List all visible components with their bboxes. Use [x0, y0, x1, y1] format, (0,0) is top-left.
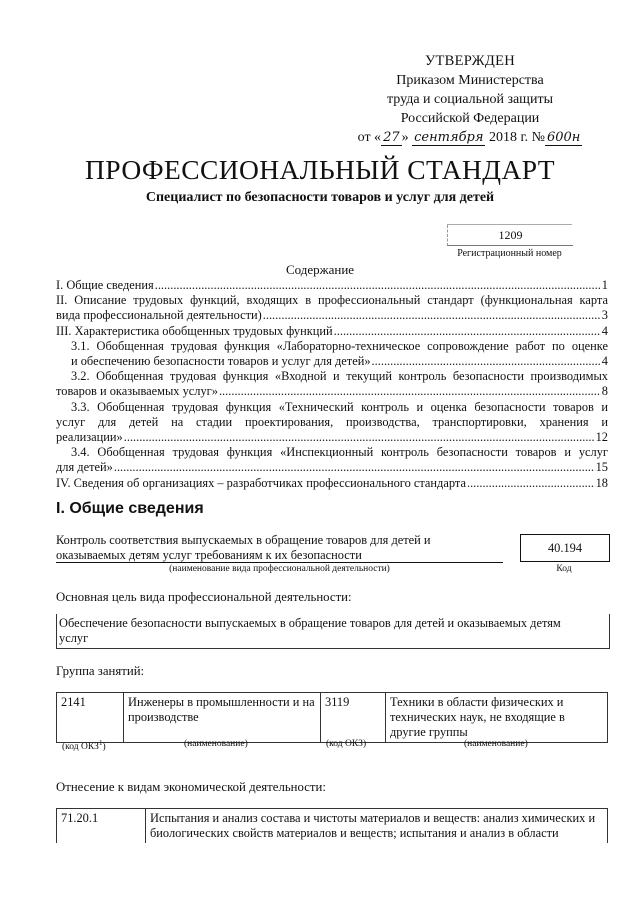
- activity-name: [56, 533, 456, 563]
- toc-entry-ii-line1[interactable]: II. Описание трудовых функций, входящих в профессиональный стандарт (функциональная карта: [56, 293, 608, 308]
- approval-title: УТВЕРЖДЕН: [424, 53, 516, 69]
- toc-leader: [263, 308, 601, 323]
- approval-line-2: труда и социальной защиты: [387, 92, 553, 107]
- toc-entry-3-1-line1[interactable]: 3.1. Обобщенная трудовая функция «Лабораторно-техническое сопровождение работ по оценке: [71, 338, 608, 353]
- registration-number-box: 1209: [447, 225, 573, 246]
- toc-leader: [334, 324, 601, 339]
- caption-text: (код ОКЗ: [62, 742, 99, 753]
- toc-entry-iii[interactable]: [56, 324, 608, 339]
- toc-entry-i[interactable]: [56, 278, 608, 293]
- toc-entry-text: и обеспечению безопасности товаров и услуг для детей»: [71, 354, 371, 369]
- toc-entry-text: III. Характеристика обобщенных трудовых функций: [56, 323, 333, 338]
- order-date-line: [340, 128, 600, 147]
- goal-line-2: услуг: [59, 631, 89, 645]
- approval-line-1: Приказом Министерства: [396, 73, 544, 88]
- toc-entry-text: вида профессиональной деятельности): [56, 308, 262, 323]
- toc-page: 12: [595, 430, 608, 445]
- standard-subtitle: Специалист по безопасности товаров и услуг для детей: [145, 190, 495, 205]
- handwritten-day: 27: [383, 130, 400, 145]
- toc-leader: [219, 384, 601, 399]
- toc-entry-text: IV. Сведения об организациях – разработчиках профессионального стандарта: [56, 475, 466, 490]
- goal-line-1: Обеспечение безопасности выпускаемых в обращение товаров для детей и оказываемых детям: [59, 616, 561, 630]
- activity-line-2: оказываемых детям услуг требованиям к их безопасности: [56, 548, 362, 562]
- handwritten-month: сентября: [414, 130, 484, 145]
- quote-close: »: [401, 130, 409, 145]
- toc-entry-3-3-line1[interactable]: 3.3. Обобщенная трудовая функция «Технический контроль и оценка безопасности товаров и: [71, 399, 608, 414]
- toc-entry-3-3-line2[interactable]: услуг для детей на стадии проектирования, производства, транспортировки, хранения и: [56, 414, 608, 429]
- okz-code-caption: (код ОКЗ): [326, 739, 367, 749]
- toc-entry-3-4-line1[interactable]: 3.4. Обобщенная трудовая функция «Инспекционный контроль безопасности товаров и услуг: [71, 445, 608, 460]
- table-of-contents: [56, 278, 608, 491]
- goal-box: [56, 614, 610, 649]
- okved-name-cell: Испытания и анализ состава и чистоты материалов и веществ: анализ химических и биологических свойств материалов и веществ; испытания и анализ в области: [146, 809, 608, 844]
- toc-leader: [467, 476, 595, 491]
- occupation-name-caption: (наименование): [464, 739, 528, 749]
- toc-leader: [372, 354, 601, 369]
- toc-leader: [114, 460, 595, 475]
- caption-text: ): [102, 742, 106, 753]
- occupation-name-caption: (наименование): [184, 739, 248, 749]
- toc-entry-3-2[interactable]: [56, 384, 608, 399]
- approval-block: [340, 52, 600, 147]
- toc-page: 18: [595, 475, 608, 490]
- table-row: [57, 693, 608, 743]
- toc-page: 4: [601, 323, 608, 338]
- toc-entry-text: для детей»: [56, 460, 113, 475]
- okved-code-cell: 71.20.1: [57, 809, 146, 844]
- activity-code-caption: Код: [556, 564, 572, 574]
- toc-entry-text: товаров и оказываемых услуг»: [56, 384, 218, 399]
- toc-entry-ii[interactable]: [56, 308, 608, 323]
- occupation-group-label: Группа занятий:: [56, 664, 145, 678]
- toc-page: 1: [601, 278, 608, 292]
- toc-heading: Содержание: [285, 262, 355, 277]
- toc-entry-3-3[interactable]: [56, 430, 608, 445]
- okved-table: [56, 808, 608, 843]
- toc-entry-iv[interactable]: [56, 476, 608, 491]
- toc-page: 15: [595, 460, 608, 475]
- year-part: 2018 г. №: [488, 130, 545, 145]
- toc-entry-text: реализации»: [56, 430, 123, 445]
- standard-title: ПРОФЕССИОНАЛЬНЫЙ СТАНДАРТ: [85, 154, 555, 185]
- section-title: I. Общие сведения: [56, 500, 204, 517]
- activity-code-box: 40.194: [520, 534, 610, 562]
- activity-line-1: Контроль соответствия выпускаемых в обращение товаров для детей и: [56, 533, 431, 547]
- footnote-marker: 1: [98, 739, 103, 747]
- date-prefix: от «: [357, 130, 382, 145]
- toc-page: 3: [601, 308, 608, 323]
- okz-code-cell: 3119: [321, 693, 386, 743]
- handwritten-number: 600н: [546, 130, 581, 145]
- activity-underline: [56, 562, 503, 563]
- goal-label: Основная цель вида профессиональной деятельности:: [56, 590, 352, 604]
- occupation-name-cell: Техники в области физических и технических наук, не входящие в другие группы: [386, 693, 608, 743]
- occupation-table: [56, 692, 608, 743]
- toc-entry-3-4[interactable]: [56, 460, 608, 475]
- table-row: [57, 809, 608, 844]
- toc-entry-3-1[interactable]: [71, 354, 608, 369]
- toc-leader: [124, 430, 595, 445]
- occupation-name-cell: Инженеры в промышленности и на производстве: [124, 693, 321, 743]
- registration-number-label: Регистрационный номер: [457, 248, 562, 259]
- okved-label: Отнесение к видам экономической деятельности:: [56, 780, 326, 794]
- toc-page: 4: [601, 354, 608, 369]
- okz-code-cell: 2141: [57, 693, 124, 743]
- toc-leader: [155, 278, 601, 293]
- toc-entry-text: I. Общие сведения: [56, 278, 154, 292]
- toc-page: 8: [601, 384, 608, 399]
- approval-line-3: Российской Федерации: [400, 111, 540, 126]
- okz-code-caption: [62, 739, 106, 752]
- activity-caption: (наименование вида профессиональной деятельности): [169, 564, 390, 574]
- toc-entry-3-2-line1[interactable]: 3.2. Обобщенная трудовая функция «Входной и текущий контроль безопасности производимых: [71, 369, 608, 384]
